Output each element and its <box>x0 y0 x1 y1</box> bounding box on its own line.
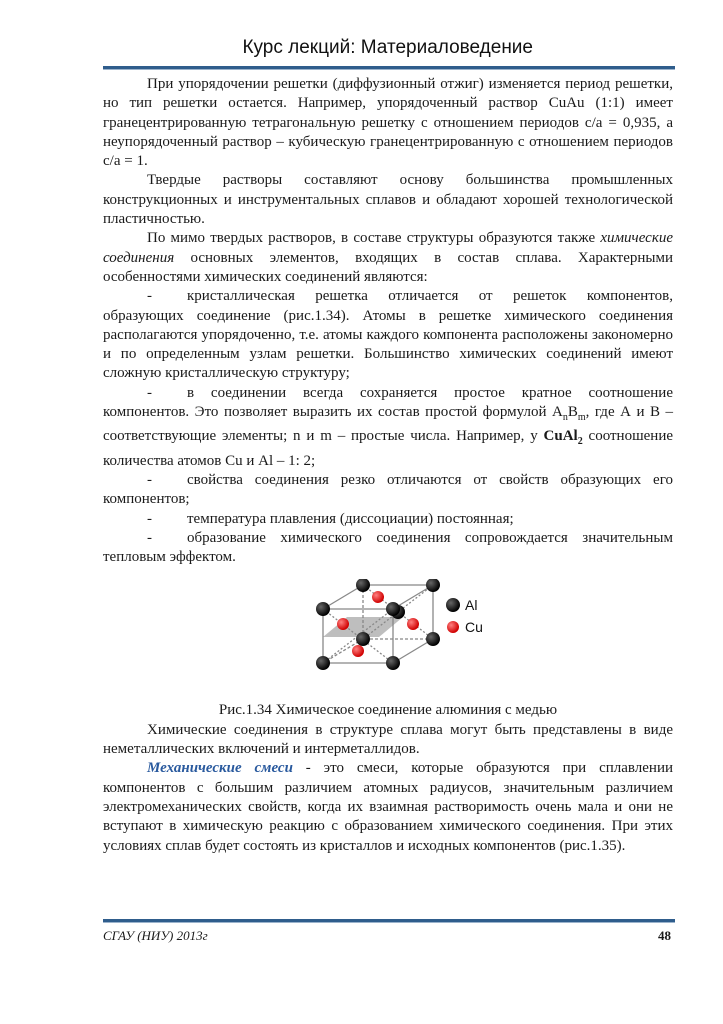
al-atom <box>426 632 440 646</box>
list-item <box>103 510 673 529</box>
formula-cual2: CuAl$_2$ <box>543 428 583 448</box>
legend-al-marker <box>446 598 460 612</box>
al-atom <box>316 602 330 616</box>
dash-marker: - <box>147 288 152 305</box>
text-segment: - это смеси, которые образуются при сплавлении компонентов с большим различием атомных радиусов, значительным различием электромеханических свойств, когда их взаимная растворимость очень мала и они не вступают в химическую реакцию с образованием химического соединения. При этих условиях сплав будет состоять из кристаллов и исходных компонентов (рис.1.35). <box>103 760 674 854</box>
page-number: 48 <box>658 928 671 943</box>
list-item <box>103 471 673 510</box>
al-atom <box>356 579 370 592</box>
dash-marker: - <box>147 471 152 488</box>
dash-marker: - <box>147 529 152 546</box>
al-atom <box>386 656 400 670</box>
term-mechanical-mixtures: Механические смеси <box>147 760 293 777</box>
list-item-text: температура плавления (диссоциации) постоянная; <box>187 510 514 527</box>
list-item <box>103 529 673 568</box>
footer-rule <box>103 919 675 923</box>
list-item <box>103 287 673 383</box>
cu-atom <box>407 618 419 630</box>
page-header-title: Курс лекций: Материаловедение <box>242 37 533 58</box>
legend-cu-label: Cu <box>465 619 483 636</box>
al-atom <box>386 602 400 616</box>
text-segment: По мимо твердых растворов, в составе структуры образуются также <box>147 230 596 247</box>
figure-crystal-lattice <box>103 579 673 701</box>
legend-cu-marker <box>447 621 459 633</box>
formula-anbm: $A_nB_m$ <box>552 404 586 424</box>
cu-atom <box>337 618 349 630</box>
dash-marker: - <box>147 384 152 401</box>
text-segment: основных элементов, входящих в состав сплава. Характерными особенностями химических соединений являются: <box>103 249 674 285</box>
al-atom <box>356 632 370 646</box>
crystal-lattice-diagram <box>283 579 513 701</box>
paragraph-ordering: При упорядочении решетки (диффузионный отжиг) изменяется период решетки, но тип решетки остается. Например, упорядоченный раствор CuAu (1:1) имеет гранецентрированную тетрагональную решетку с отношением периодов с/а = 0,935, а неупорядоченный раствор – кубическую гранецентрированную с отношением периодов с/а = 1. <box>103 76 673 170</box>
header-rule <box>103 66 675 70</box>
page-content <box>103 75 673 856</box>
al-atom <box>426 579 440 592</box>
list-item-text: кристаллическая решетка отличается от решеток компонентов, образующих соединение (рис.1.34). Атомы в решетке химического соединения располагаются упорядоченно, т.е. атомы каждого компонента расположены закономерно и по определенным узлам решетки. Большинство химических соединений имеют сложную кристаллическую структуру; <box>103 288 673 382</box>
al-atom <box>316 656 330 670</box>
list-item-text: образование химического соединения сопровождается значительным тепловым эффектом. <box>103 529 673 566</box>
list-item <box>103 384 673 471</box>
figure-caption: Рис.1.34 Химическое соединение алюминия с медью <box>218 702 558 719</box>
paragraph-solid-solutions: Твердые растворы составляют основу большинства промышленных конструкционных и инструментальных сплавов и обладают хорошей технологической пластичностью. <box>103 172 673 228</box>
list-item-text: соотношение количества атомов Cu и Al – 1: 2; <box>103 428 674 469</box>
paragraph-chemical-compounds <box>103 229 673 287</box>
dash-marker: - <box>147 510 152 527</box>
legend-al-label: Al <box>465 597 478 614</box>
footer-institution: СГАУ (НИУ) 2013г <box>103 928 208 943</box>
list-item-text: свойства соединения резко отличаются от свойств образующих его компонентов; <box>103 471 673 508</box>
term-chemical-compounds: химические соединения <box>103 230 673 266</box>
list-item-text: , где А и В – соответствующие элементы; n и m – простые числа. Например, у <box>103 404 674 445</box>
paragraph-compounds-forms: Химические соединения в структуре сплава могут быть представлены в виде неметаллических включений и интерметаллидов. <box>103 721 673 758</box>
cu-atom <box>372 591 384 603</box>
cu-atom <box>352 645 364 657</box>
paragraph-mechanical-mixtures <box>103 759 673 855</box>
list-item-text: в соединении всегда сохраняется простое кратное соотношение компонентов. Это позволяет выразить их состав простой формулой <box>103 384 673 421</box>
